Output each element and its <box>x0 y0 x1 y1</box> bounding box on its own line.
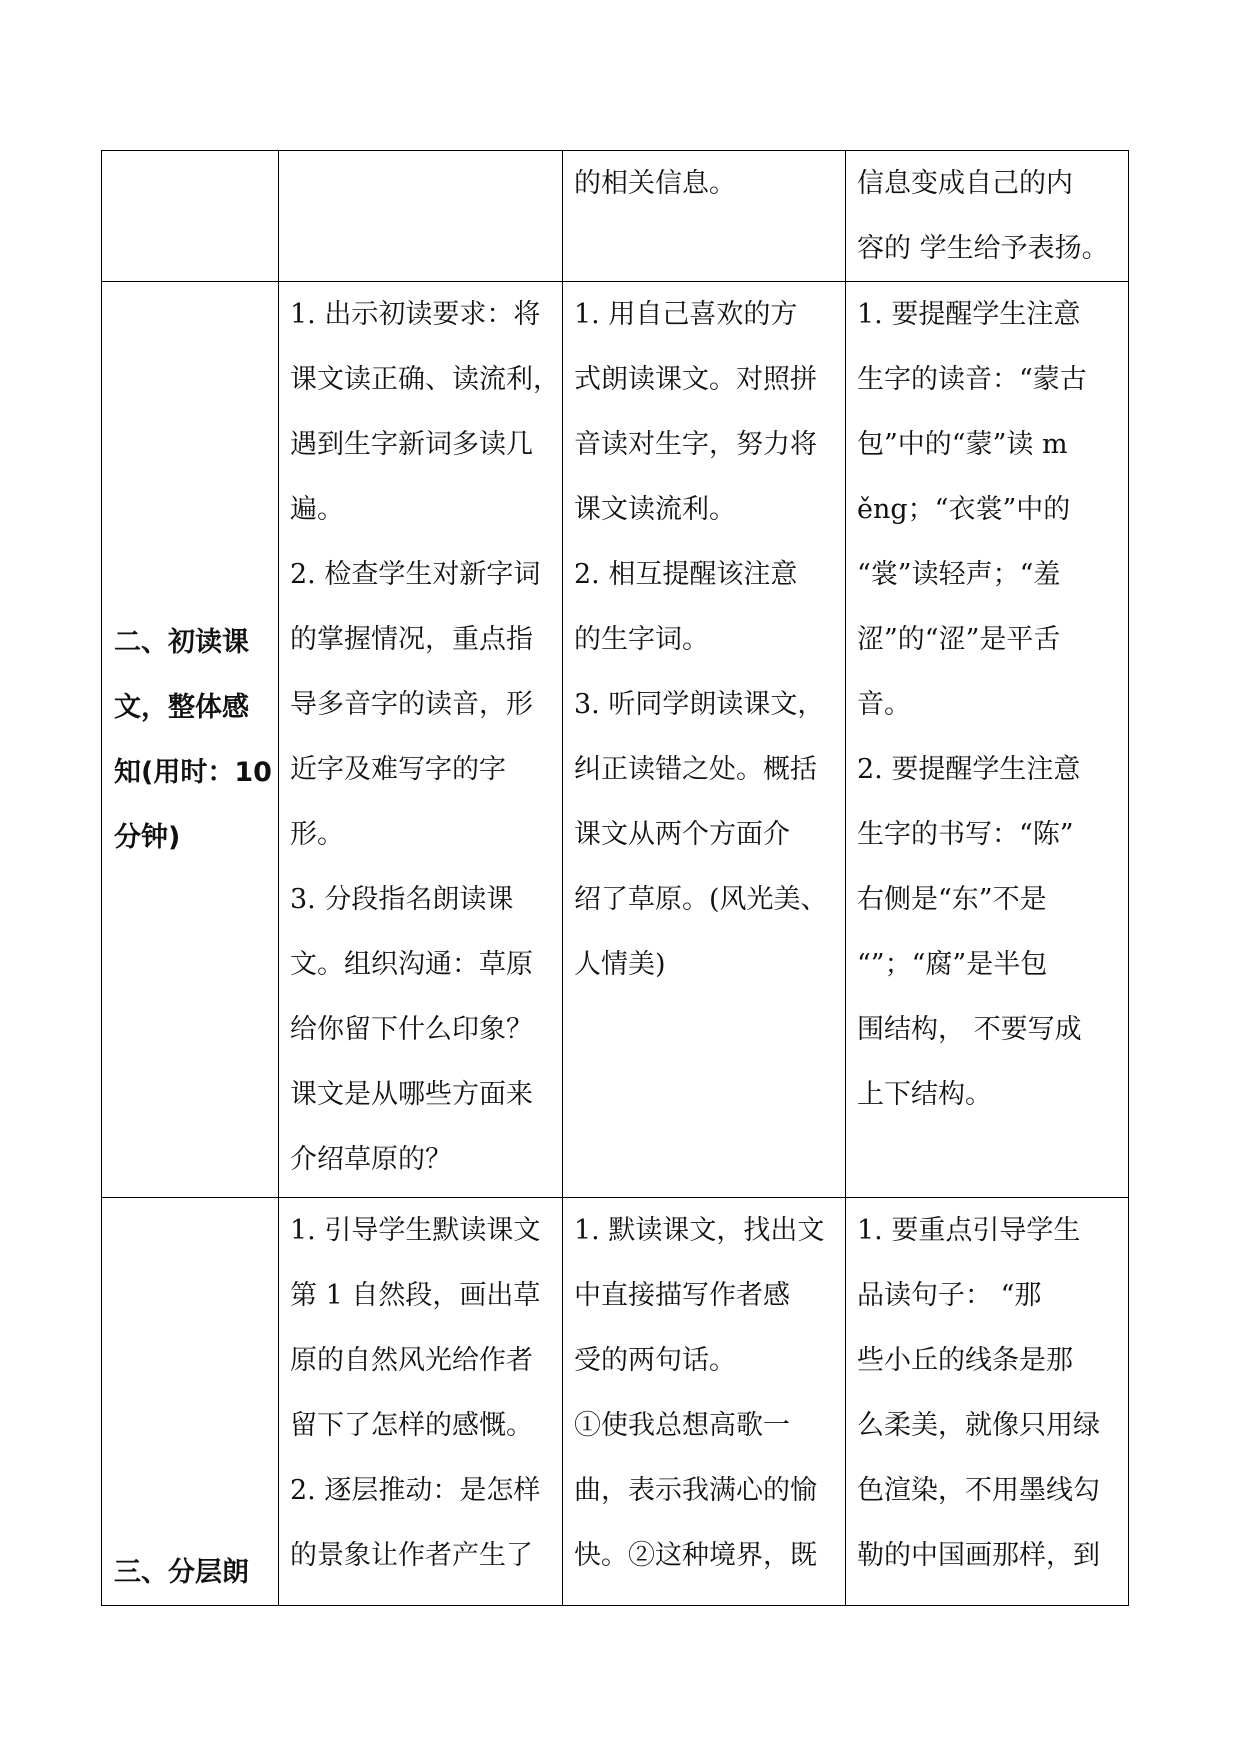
cell-text-line: 右侧是“东”不是 <box>857 884 1047 915</box>
cell-text-line: 的景象让作者产生了 <box>290 1540 533 1571</box>
cell-text-line: 2. 相互提醒该注意 <box>574 559 798 590</box>
teacher-activity-cell <box>279 282 563 1198</box>
cell-text-line: 遇到生字新词多读几 <box>290 429 533 460</box>
cell-text-line: 包”中的“蒙”读 m <box>857 429 1068 460</box>
cell-text-line: 3. 分段指名朗读课 <box>290 884 514 915</box>
stage-cell <box>102 282 279 1198</box>
cell-text-line: 绍了草原。(风光美、 <box>574 884 828 915</box>
cell-text-line: 受的两句话。 <box>574 1345 736 1376</box>
cell-text-line: 勒的中国画那样，到 <box>857 1540 1100 1571</box>
cell-text-line: 课文读流利。 <box>574 494 736 525</box>
cell-text-line: 的生字词。 <box>574 624 709 655</box>
student-activity-cell <box>563 1198 846 1606</box>
cell-text-line: 生字的书写：“陈” <box>857 819 1074 850</box>
cell-text-line: 介绍草原的？ <box>290 1144 452 1175</box>
cell-text-line: 2. 检查学生对新字词 <box>290 559 541 590</box>
cell-text-line: 课文是从哪些方面来 <box>290 1079 533 1110</box>
cell-text-line: 导多音字的读音，形 <box>290 689 533 720</box>
cell-text-line: 3. 听同学朗读课文， <box>574 689 825 720</box>
cell-text-line: 些小丘的线条是那 <box>857 1345 1073 1376</box>
cell-text-line: 的相关信息。 <box>574 168 736 199</box>
cell-text-line: 原的自然风光给作者 <box>290 1345 533 1376</box>
cell-text-line: 文。组织沟通：草原 <box>290 949 533 980</box>
cell-text-line: 形。 <box>290 819 344 850</box>
cell-text-line: 么柔美，就像只用绿 <box>857 1410 1100 1441</box>
stage-cell <box>102 1198 279 1606</box>
teacher-activity-cell <box>279 151 563 282</box>
cell-text-line: 留下了怎样的感慨。 <box>290 1410 533 1441</box>
cell-text-line: 遍。 <box>290 494 344 525</box>
design-notes-cell <box>846 282 1129 1198</box>
cell-text-line: 信息变成自己的内 <box>857 168 1073 199</box>
cell-text-line: 式朗读课文。对照拼 <box>574 364 817 395</box>
cell-text-line: 1. 默读课文，找出文 <box>574 1215 825 1246</box>
cell-text-line: ěng；“衣裳”中的 <box>857 494 1071 525</box>
design-notes-cell <box>846 151 1129 282</box>
cell-text-line: 三、分层朗 <box>114 1557 249 1588</box>
cell-text-line: ①使我总想高歌一 <box>574 1410 790 1441</box>
cell-text-line: 围结构， 不要写成 <box>857 1014 1082 1045</box>
cell-text-line: 涩”的“涩”是平舌 <box>857 624 1061 655</box>
cell-text-line: 第 1 自然段，画出草 <box>290 1280 541 1311</box>
cell-text-line: 品读句子： “那 <box>857 1280 1042 1311</box>
table-row <box>102 151 1129 282</box>
cell-text-line: “”；“腐”是半包 <box>857 949 1048 980</box>
cell-text-line: 知(用时：10 <box>114 756 272 788</box>
cell-text-line: 中直接描写作者感 <box>574 1280 790 1311</box>
cell-text-line: 曲，表示我满心的愉 <box>574 1475 817 1506</box>
student-activity-cell <box>563 282 846 1198</box>
table-row <box>102 1198 1129 1606</box>
cell-text-line: 生字的读音：“蒙古 <box>857 364 1087 395</box>
cell-text-line: 文，整体感 <box>114 691 249 723</box>
cell-text-line: 分钟) <box>114 821 181 853</box>
cell-text-line: 1. 出示初读要求：将 <box>290 299 541 330</box>
cell-text-line: 1. 用自己喜欢的方 <box>574 299 798 330</box>
cell-text-line: 近字及难写字的字 <box>290 754 506 785</box>
teacher-activity-cell <box>279 1198 563 1606</box>
cell-text-line: 快。②这种境界，既 <box>574 1540 817 1571</box>
cell-text-line: “裳”读轻声；“羞 <box>857 559 1061 590</box>
cell-text-line: 上下结构。 <box>857 1079 992 1110</box>
cell-text-line: 给你留下什么印象？ <box>290 1014 533 1045</box>
cell-text-line: 课文读正确、读流利， <box>290 364 560 395</box>
cell-text-line: 纠正读错之处。概括 <box>574 754 817 785</box>
cell-text-line: 色渲染，不用墨线勾 <box>857 1475 1100 1506</box>
cell-text-line: 1. 要重点引导学生 <box>857 1215 1081 1246</box>
lesson-plan-table <box>101 150 1129 1606</box>
stage-cell <box>102 151 279 282</box>
student-activity-cell <box>563 151 846 282</box>
cell-text-line: 人情美) <box>574 949 666 980</box>
cell-text-line: 1. 引导学生默读课文 <box>290 1215 541 1246</box>
cell-text-line: 音读对生字，努力将 <box>574 429 817 460</box>
cell-text-line: 容的 学生给予表扬。 <box>857 233 1109 264</box>
cell-text-line: 2. 要提醒学生注意 <box>857 754 1081 785</box>
cell-text-line: 1. 要提醒学生注意 <box>857 299 1081 330</box>
cell-text-line: 音。 <box>857 689 911 720</box>
cell-text-line: 课文从两个方面介 <box>574 819 790 850</box>
cell-text-line: 2. 逐层推动：是怎样 <box>290 1475 541 1506</box>
table-row <box>102 282 1129 1198</box>
design-notes-cell <box>846 1198 1129 1606</box>
cell-text-line: 二、初读课 <box>114 626 249 658</box>
cell-text-line: 的掌握情况，重点指 <box>290 624 533 655</box>
